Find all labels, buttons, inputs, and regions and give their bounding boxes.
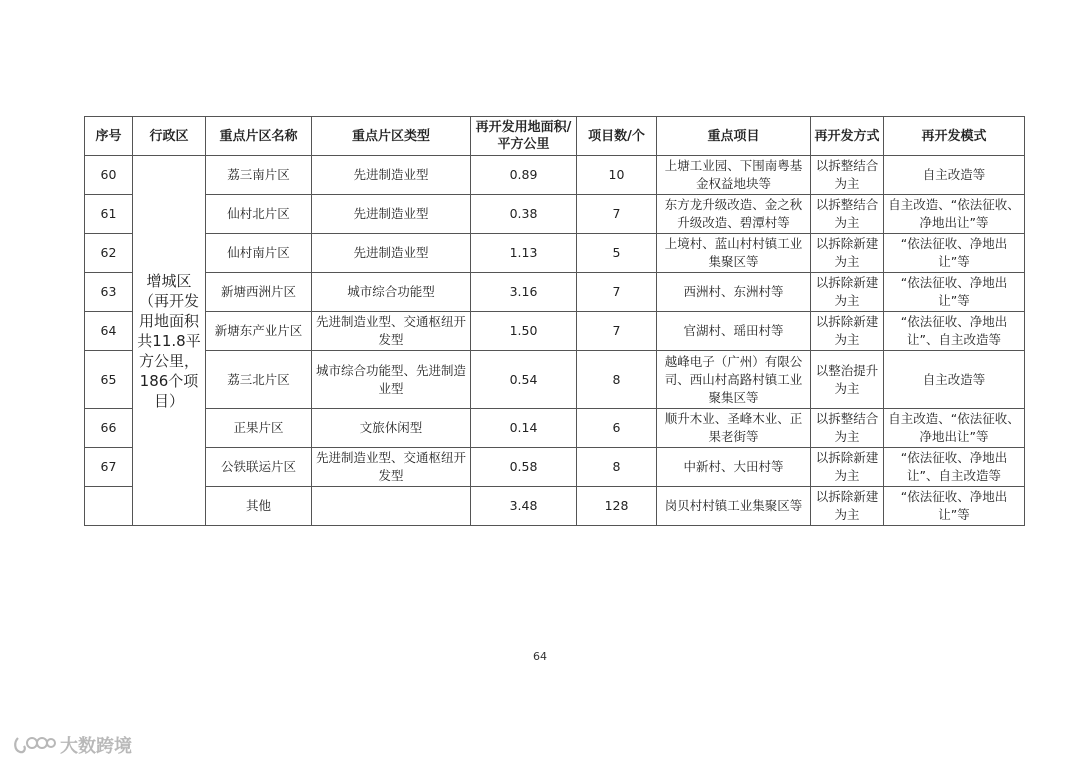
cell-projects: 东方龙升级改造、金之秋升级改造、碧潭村等 <box>657 195 811 234</box>
table-header-row <box>85 117 1025 156</box>
cell-name: 正果片区 <box>206 409 312 448</box>
cell-no <box>85 487 133 526</box>
cell-area: 0.54 <box>471 351 577 409</box>
cell-mode: 自主改造、“依法征收、净地出让”等 <box>884 409 1025 448</box>
table-row <box>85 351 1025 409</box>
cell-count: 8 <box>577 351 657 409</box>
cell-method: 以整治提升为主 <box>811 351 884 409</box>
cell-area: 0.58 <box>471 448 577 487</box>
cell-area: 1.13 <box>471 234 577 273</box>
table-row <box>85 409 1025 448</box>
cell-no: 66 <box>85 409 133 448</box>
cell-method: 以拆除新建为主 <box>811 487 884 526</box>
cell-mode: “依法征收、净地出让”等 <box>884 234 1025 273</box>
cell-name: 仙村南片区 <box>206 234 312 273</box>
header-no: 序号 <box>85 117 133 156</box>
cell-type: 城市综合功能型、先进制造业型 <box>312 351 471 409</box>
cell-type: 城市综合功能型 <box>312 273 471 312</box>
table-row <box>85 273 1025 312</box>
redevelopment-table <box>84 116 1025 526</box>
cell-area: 1.50 <box>471 312 577 351</box>
cell-method: 以拆除新建为主 <box>811 312 884 351</box>
cell-projects: 西洲村、东洲村等 <box>657 273 811 312</box>
cell-method: 以拆整结合为主 <box>811 409 884 448</box>
cell-count: 7 <box>577 312 657 351</box>
header-land-area: 再开发用地面积/平方公里 <box>471 117 577 156</box>
table-row <box>85 312 1025 351</box>
cell-mode: “依法征收、净地出让”等 <box>884 487 1025 526</box>
table-row <box>85 448 1025 487</box>
watermark-logo-icon <box>12 734 56 756</box>
cell-type: 文旅休闲型 <box>312 409 471 448</box>
cell-count: 10 <box>577 156 657 195</box>
cell-mode: 自主改造等 <box>884 351 1025 409</box>
page-number: 64 <box>533 650 547 663</box>
cell-mode: “依法征收、净地出让”、自主改造等 <box>884 448 1025 487</box>
table-row <box>85 487 1025 526</box>
cell-method: 以拆整结合为主 <box>811 156 884 195</box>
cell-name: 荔三南片区 <box>206 156 312 195</box>
header-method: 再开发方式 <box>811 117 884 156</box>
cell-count: 8 <box>577 448 657 487</box>
cell-count: 128 <box>577 487 657 526</box>
cell-no: 60 <box>85 156 133 195</box>
cell-method: 以拆除新建为主 <box>811 234 884 273</box>
cell-area: 3.16 <box>471 273 577 312</box>
table-row <box>85 195 1025 234</box>
cell-type: 先进制造业型、交通枢纽开发型 <box>312 312 471 351</box>
cell-projects: 中新村、大田村等 <box>657 448 811 487</box>
cell-area: 3.48 <box>471 487 577 526</box>
cell-area: 0.38 <box>471 195 577 234</box>
cell-projects: 上塘工业园、下围南粤基金权益地块等 <box>657 156 811 195</box>
cell-name: 新塘西洲片区 <box>206 273 312 312</box>
cell-projects: 上境村、蓝山村村镇工业集聚区等 <box>657 234 811 273</box>
cell-type: 先进制造业型 <box>312 156 471 195</box>
cell-projects: 顺升木业、圣峰木业、正果老街等 <box>657 409 811 448</box>
cell-projects: 越峰电子（广州）有限公司、西山村高路村镇工业聚集区等 <box>657 351 811 409</box>
cell-count: 7 <box>577 195 657 234</box>
header-project-count: 项目数/个 <box>577 117 657 156</box>
cell-no: 61 <box>85 195 133 234</box>
table-row <box>85 234 1025 273</box>
header-area-name: 重点片区名称 <box>206 117 312 156</box>
cell-type: 先进制造业型 <box>312 195 471 234</box>
cell-method: 以拆整结合为主 <box>811 195 884 234</box>
cell-no: 65 <box>85 351 133 409</box>
cell-area: 0.89 <box>471 156 577 195</box>
header-mode: 再开发模式 <box>884 117 1025 156</box>
header-district: 行政区 <box>133 117 206 156</box>
watermark <box>12 732 132 758</box>
cell-no: 63 <box>85 273 133 312</box>
watermark-text: 大数跨境 <box>60 736 132 757</box>
cell-projects: 岗贝村村镇工业集聚区等 <box>657 487 811 526</box>
cell-type: 先进制造业型 <box>312 234 471 273</box>
cell-no: 64 <box>85 312 133 351</box>
cell-name: 公铁联运片区 <box>206 448 312 487</box>
cell-mode: “依法征收、净地出让”等 <box>884 273 1025 312</box>
table-row <box>85 156 1025 195</box>
cell-mode: “依法征收、净地出让”、自主改造等 <box>884 312 1025 351</box>
header-key-projects: 重点项目 <box>657 117 811 156</box>
cell-name: 新塘东产业片区 <box>206 312 312 351</box>
cell-count: 5 <box>577 234 657 273</box>
cell-count: 7 <box>577 273 657 312</box>
cell-projects: 官湖村、瑶田村等 <box>657 312 811 351</box>
cell-type: 先进制造业型、交通枢纽开发型 <box>312 448 471 487</box>
cell-count: 6 <box>577 409 657 448</box>
cell-type <box>312 487 471 526</box>
header-area-type: 重点片区类型 <box>312 117 471 156</box>
cell-name: 荔三北片区 <box>206 351 312 409</box>
cell-method: 以拆除新建为主 <box>811 448 884 487</box>
cell-name: 仙村北片区 <box>206 195 312 234</box>
cell-mode: 自主改造等 <box>884 156 1025 195</box>
cell-no: 67 <box>85 448 133 487</box>
cell-mode: 自主改造、“依法征收、净地出让”等 <box>884 195 1025 234</box>
cell-area: 0.14 <box>471 409 577 448</box>
cell-name: 其他 <box>206 487 312 526</box>
cell-district: 增城区（再开发用地面积共11.8平方公里，186个项目） <box>133 156 206 526</box>
cell-no: 62 <box>85 234 133 273</box>
cell-method: 以拆除新建为主 <box>811 273 884 312</box>
